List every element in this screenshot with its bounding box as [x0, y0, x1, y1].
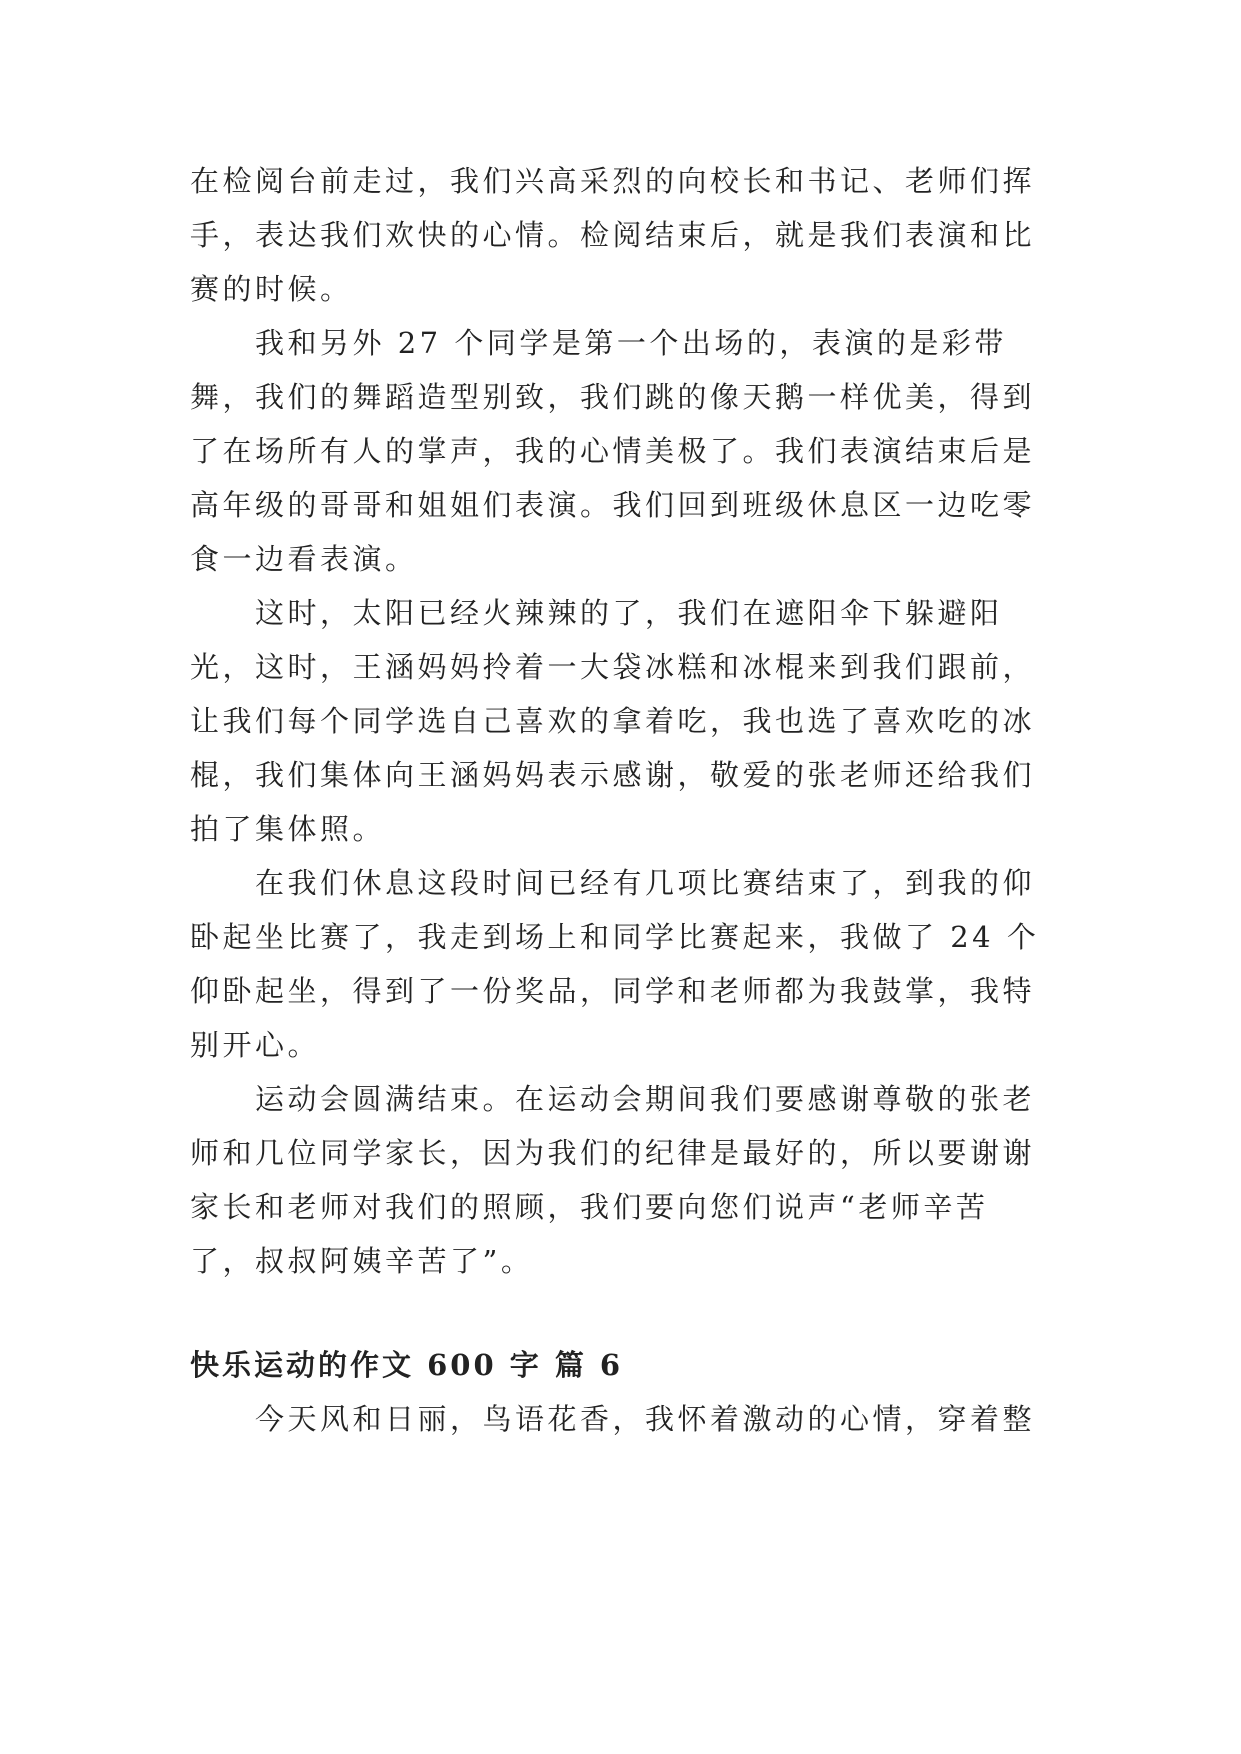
paragraph-6: 今天风和日丽，鸟语花香，我怀着激动的心情，穿着整 — [255, 1402, 1036, 1436]
paragraph-4: 在我们休息这段时间已经有几项比赛结束了，到我的仰卧起坐比赛了，我走到场上和同学比赛起来，我做了 24 个仰卧起坐，得到了一份奖品，同学和老师都为我鼓掌，我特别开心。 — [190, 866, 1040, 1062]
paragraph-1: 在检阅台前走过，我们兴高采烈的向校长和书记、老师们挥手，表达我们欢快的心情。检阅结束后，就是我们表演和比赛的时候。 — [190, 164, 1036, 306]
section-heading: 快乐运动的作文 600 字 篇 6 — [190, 1348, 624, 1382]
paragraph-5: 运动会圆满结束。在运动会期间我们要感谢尊敬的张老师和几位同学家长，因为我们的纪律是最好的，所以要谢谢家长和老师对我们的照顾，我们要向您们说声“老师辛苦了，叔叔阿姨辛苦了”。 — [190, 1082, 1036, 1278]
paragraph-3: 这时，太阳已经火辣辣的了，我们在遮阳伞下躲避阳光，这时，王涵妈妈拎着一大袋冰糕和冰棍来到我们跟前，让我们每个同学选自己喜欢的拿着吃，我也选了喜欢吃的冰棍，我们集体向王涵妈妈表示感谢，敬爱的张老师还给我们拍了集体照。 — [190, 596, 1036, 846]
paragraph-2: 我和另外 27 个同学是第一个出场的，表演的是彩带舞，我们的舞蹈造型别致，我们跳的像天鹅一样优美，得到了在场所有人的掌声，我的心情美极了。我们表演结束后是高年级的哥哥和姐姐们表演。我们回到班级休息区一边吃零食一边看表演。 — [190, 326, 1036, 576]
body-text — [190, 154, 1050, 1446]
